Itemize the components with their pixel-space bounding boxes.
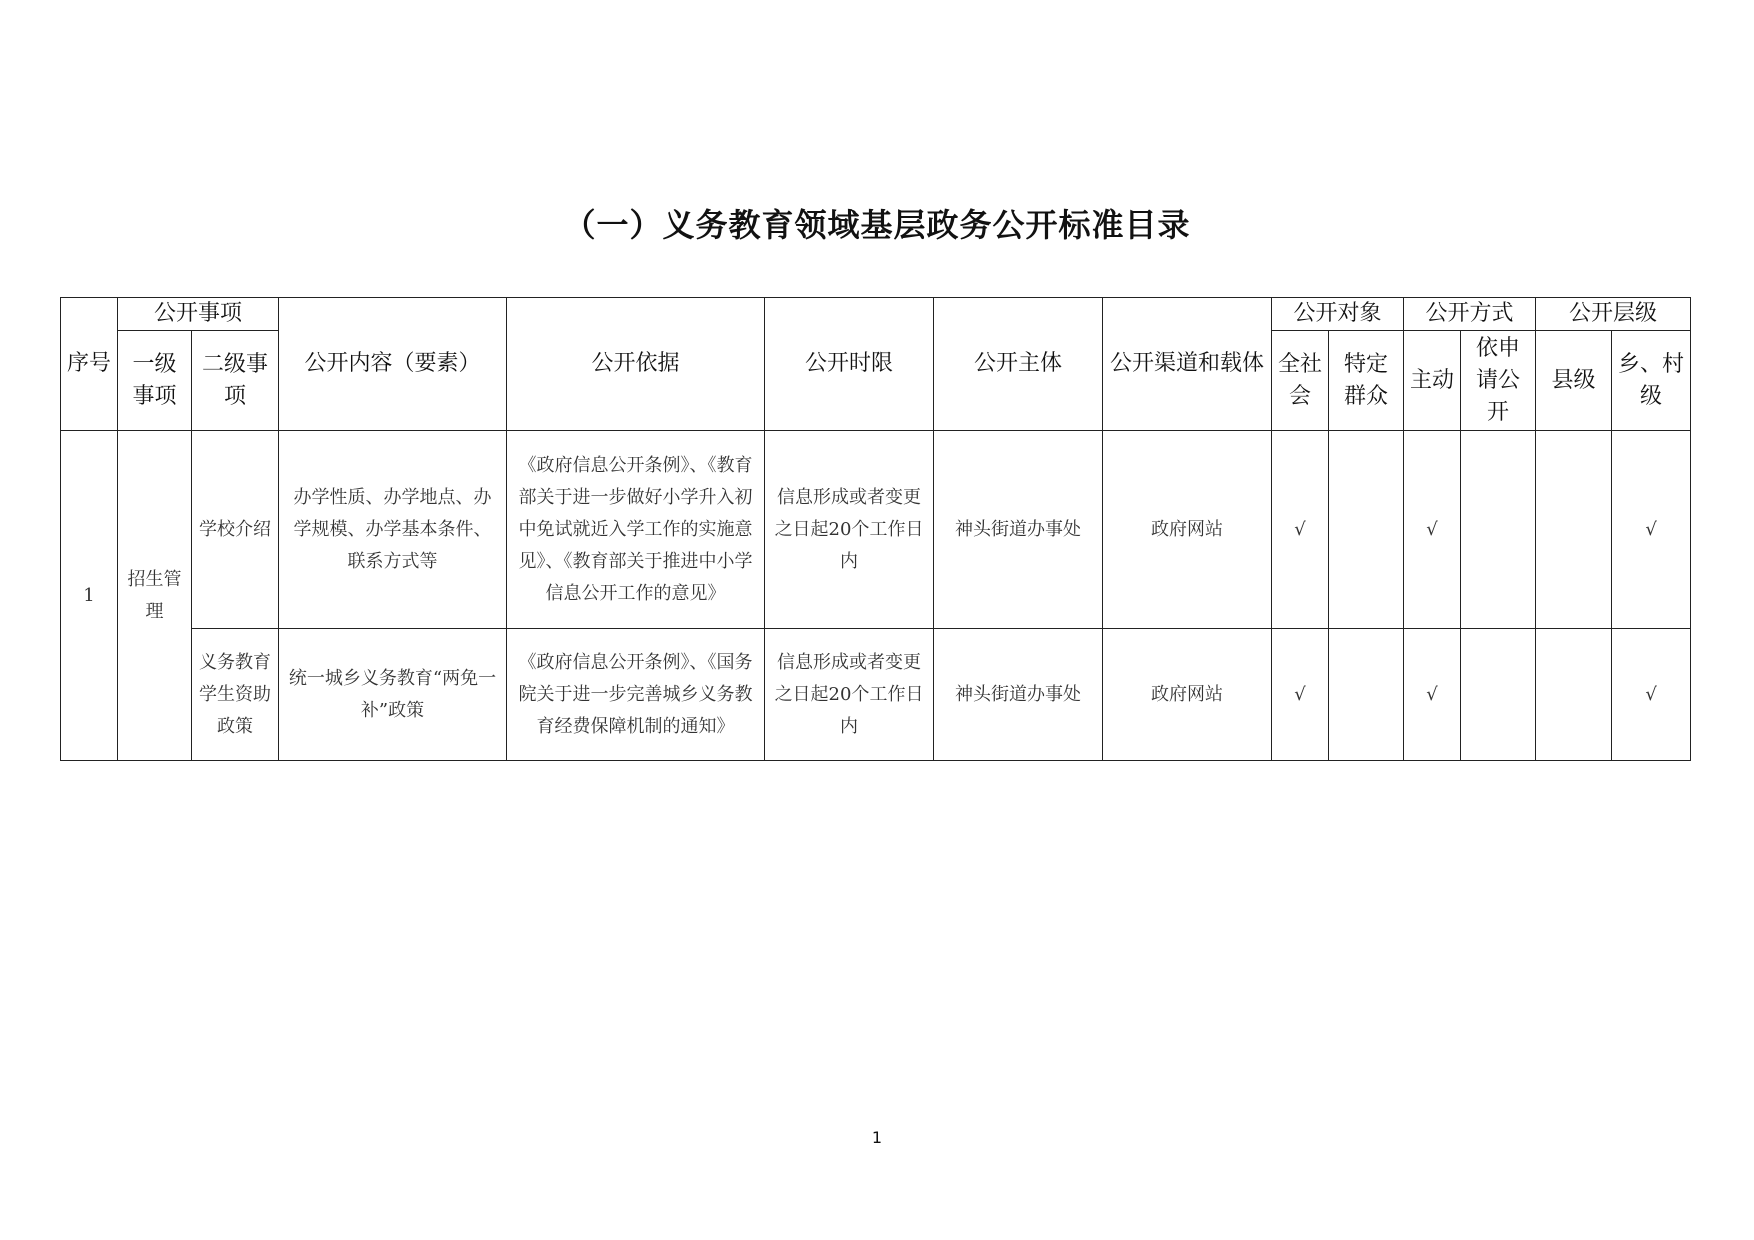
cell-basis: 《政府信息公开条例》、《国务院关于进一步完善城乡义务教育经费保障机制的通知》 [507, 629, 765, 761]
cell-channel: 政府网站 [1103, 431, 1272, 629]
cell-target-specific [1329, 431, 1404, 629]
cell-basis: 《政府信息公开条例》、《教育部关于进一步做好小学升入初中免试就近入学工作的实施意见》、《教育部关于推进中小学信息公开工作的意见》 [507, 431, 765, 629]
header-target-all: 全社会 [1272, 331, 1329, 431]
table-row [61, 629, 1691, 761]
cell-content: 办学性质、办学地点、办学规模、办学基本条件、联系方式等 [279, 431, 507, 629]
page-title: （一）义务教育领域基层政务公开标准目录 [563, 206, 1191, 244]
header-level1: 一级事项 [118, 331, 192, 431]
table-row [61, 431, 1691, 629]
cell-method-active: √ [1404, 629, 1461, 761]
header-level-township: 乡、村级 [1612, 331, 1691, 431]
cell-subject: 神头街道办事处 [934, 629, 1103, 761]
cell-level-township: √ [1612, 431, 1691, 629]
cell-content: 统一城乡义务教育“两免一补”政策 [279, 629, 507, 761]
page-number: 1 [871, 1128, 883, 1147]
cell-target-specific [1329, 629, 1404, 761]
header-method-active: 主动 [1404, 331, 1461, 431]
header-method-group: 公开方式 [1404, 298, 1536, 331]
cell-method-active: √ [1404, 431, 1461, 629]
header-content: 公开内容（要素） [279, 298, 507, 431]
header-items-group: 公开事项 [118, 298, 279, 331]
cell-time-limit: 信息形成或者变更之日起20个工作日内 [765, 431, 934, 629]
header-basis: 公开依据 [507, 298, 765, 431]
cell-level2: 义务教育学生资助政策 [192, 629, 279, 761]
cell-subject: 神头街道办事处 [934, 431, 1103, 629]
cell-level2: 学校介绍 [192, 431, 279, 629]
cell-seq: 1 [61, 431, 118, 761]
cell-method-request [1461, 431, 1536, 629]
header-target-group: 公开对象 [1272, 298, 1404, 331]
cell-time-limit: 信息形成或者变更之日起20个工作日内 [765, 629, 934, 761]
header-level-county: 县级 [1536, 331, 1612, 431]
header-target-specific: 特定群众 [1329, 331, 1404, 431]
header-method-request: 依申请公开 [1461, 331, 1536, 431]
header-level2: 二级事项 [192, 331, 279, 431]
cell-level1: 招生管理 [118, 431, 192, 761]
header-seq: 序号 [61, 298, 118, 431]
cell-level-county [1536, 629, 1612, 761]
cell-level-county [1536, 431, 1612, 629]
cell-channel: 政府网站 [1103, 629, 1272, 761]
cell-target-all: √ [1272, 431, 1329, 629]
cell-level-township: √ [1612, 629, 1691, 761]
cell-target-all: √ [1272, 629, 1329, 761]
header-level-group: 公开层级 [1536, 298, 1691, 331]
header-channel: 公开渠道和载体 [1103, 298, 1272, 431]
header-subject: 公开主体 [934, 298, 1103, 431]
cell-method-request [1461, 629, 1536, 761]
header-time-limit: 公开时限 [765, 298, 934, 431]
catalog-table [60, 297, 1691, 761]
